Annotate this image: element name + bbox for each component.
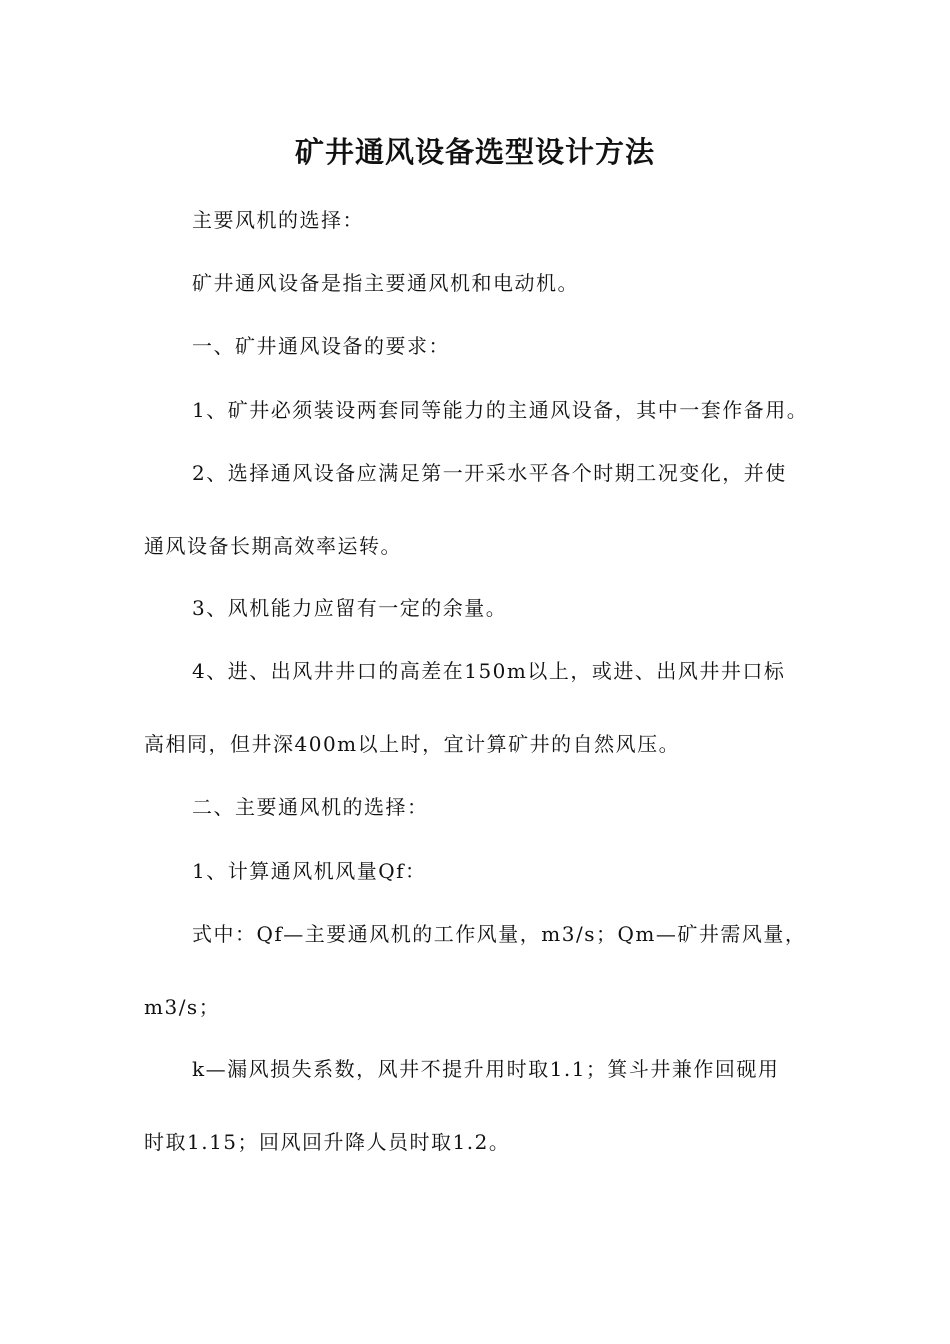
paragraph-requirement-2-line-1: 2、选择通风设备应满足第一开采水平各个时期工况变化，并使 (192, 461, 787, 485)
paragraph-requirement-4-line-2: 高相同，但井深400m以上时，宜计算矿井的自然风压。 (144, 732, 681, 756)
paragraph-requirement-2-line-2: 通风设备长期高效率运转。 (144, 534, 402, 558)
paragraph-formula-explanation-line-2: m3/s； (144, 995, 221, 1019)
document-title: 矿井通风设备选型设计方法 (294, 135, 655, 169)
paragraph-requirement-4-line-1: 4、进、出风井井口的高差在150m以上，或进、出风井井口标 (192, 659, 786, 683)
paragraph-calc-airflow: 1、计算通风机风量Qf： (192, 859, 427, 883)
section-heading-requirements: 一、矿井通风设备的要求： (192, 334, 450, 358)
section-heading-main-fan: 二、主要通风机的选择： (192, 795, 429, 819)
paragraph-requirement-1: 1、矿井必须装设两套同等能力的主通风设备，其中一套作备用。 (192, 398, 809, 422)
paragraph-leakage-coefficient-line-1: k—漏风损失系数，风井不提升用时取1.1；箕斗井兼作回砚用 (192, 1057, 780, 1081)
paragraph-main-fan-selection: 主要风机的选择： (192, 208, 364, 232)
paragraph-leakage-coefficient-line-2: 时取1.15；回风回升降人员时取1.2。 (144, 1130, 511, 1154)
paragraph-formula-explanation-line-1: 式中：Qf—主要通风机的工作风量，m3/s；Qm—矿井需风量， (192, 922, 807, 946)
paragraph-requirement-3: 3、风机能力应留有一定的余量。 (192, 596, 508, 620)
paragraph-equipment-definition: 矿井通风设备是指主要通风机和电动机。 (192, 271, 579, 295)
